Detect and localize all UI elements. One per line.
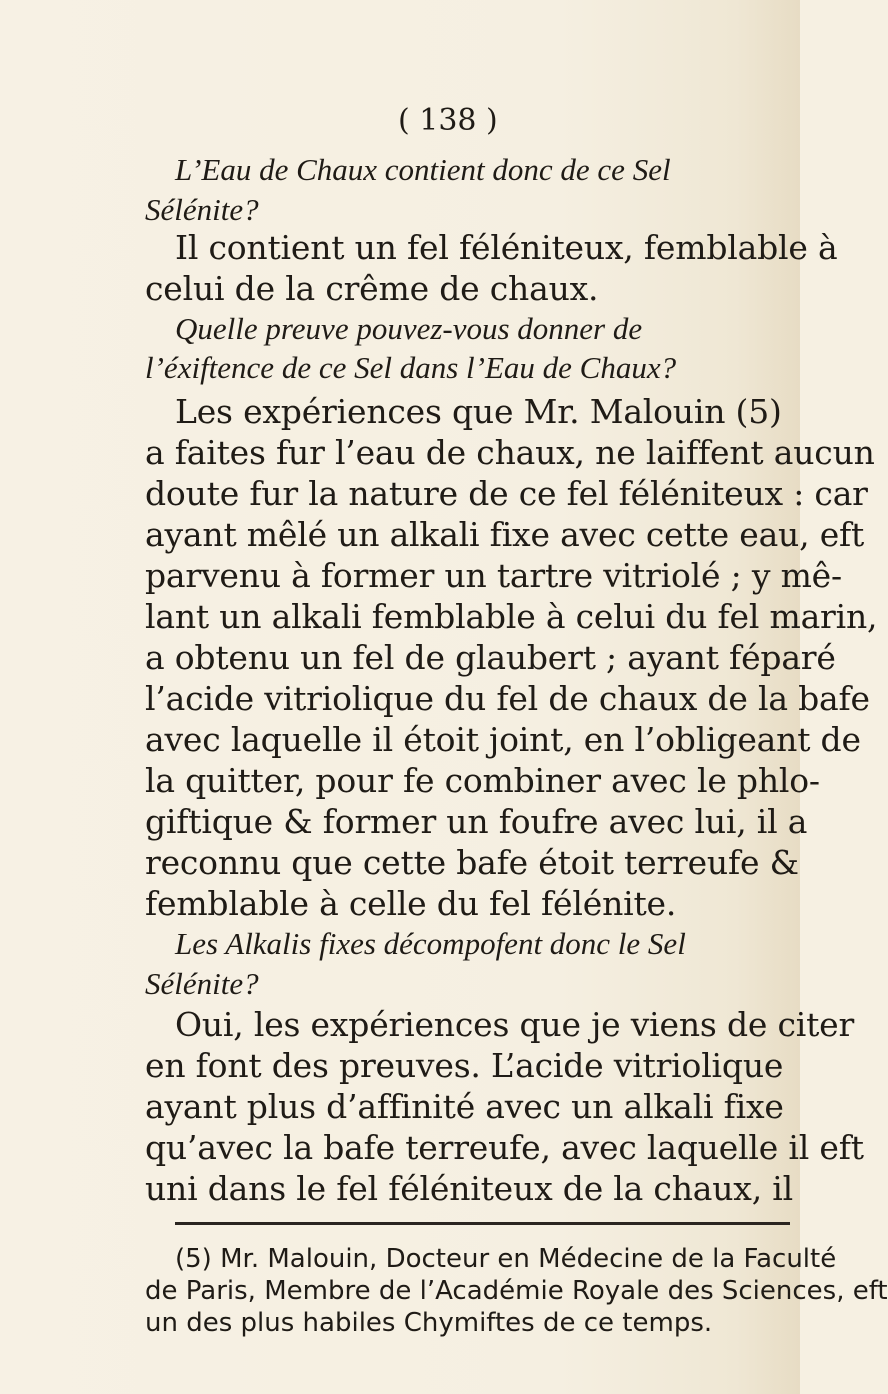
text-line-13: a obtenu un fel de glaubert ; ayant féparé xyxy=(145,638,836,677)
footnote-line-3: un des plus habiles Chymiftes de ce temps. xyxy=(145,1308,713,1338)
text-line-17: giftique & former un foufre avec lui, il a xyxy=(145,802,808,841)
text-line-24: ayant plus d’affinité avec un alkali fixe xyxy=(145,1087,784,1126)
footnote-line-2: de Paris, Membre de l’Académie Royale des Sciences, eft xyxy=(145,1276,888,1306)
text-line-7: Les expériences que Mr. Malouin (5) xyxy=(175,392,782,431)
text-line-3: Il contient un fel féléniteux, femblable à xyxy=(175,228,838,267)
question-line-21: Sélénite? xyxy=(145,966,259,1001)
question-line-2: Sélénite? xyxy=(145,192,259,227)
text-line-26: uni dans le fel féléniteux de la chaux, il xyxy=(145,1169,793,1208)
question-line-20: Les Alkalis fixes décompofent donc le Sel xyxy=(175,926,686,961)
text-line-22: Oui, les expériences que je viens de citer xyxy=(175,1005,855,1044)
footnote-line-1: (5) Mr. Malouin, Docteur en Médecine de la Faculté xyxy=(175,1244,837,1274)
text-line-15: avec laquelle il étoit joint, en l’obligeant de xyxy=(145,720,861,759)
text-line-14: l’acide vitriolique du fel de chaux de la bafe xyxy=(145,679,870,718)
text-line-4: celui de la crême de chaux. xyxy=(145,269,599,308)
text-line-11: parvenu à former un tartre vitriolé ; y mê- xyxy=(145,556,842,595)
question-line-1: L’Eau de Chaux contient donc de ce Sel xyxy=(175,152,671,187)
page-number-header: ( 138 ) xyxy=(398,103,498,138)
footnote-separator xyxy=(175,1222,790,1225)
text-line-9: doute fur la nature de ce fel féléniteux : car xyxy=(145,474,868,513)
text-line-16: la quitter, pour fe combiner avec le phlo- xyxy=(145,761,820,800)
text-line-19: femblable à celle du fel félénite. xyxy=(145,884,677,923)
text-line-10: ayant mêlé un alkali fixe avec cette eau, eft xyxy=(145,515,865,554)
text-line-12: lant un alkali femblable à celui du fel marin, xyxy=(145,597,878,636)
text-line-25: qu’avec la bafe terreufe, avec laquelle il eft xyxy=(145,1128,864,1167)
question-line-6: l’éxiftence de ce Sel dans l’Eau de Chaux? xyxy=(145,350,677,385)
text-line-23: en font des preuves. L’acide vitriolique xyxy=(145,1046,784,1085)
text-line-8: a faites fur l’eau de chaux, ne laiffent aucun xyxy=(145,433,875,472)
question-line-5: Quelle preuve pouvez-vous donner de xyxy=(175,311,643,346)
text-line-18: reconnu que cette bafe étoit terreufe & xyxy=(145,843,799,882)
